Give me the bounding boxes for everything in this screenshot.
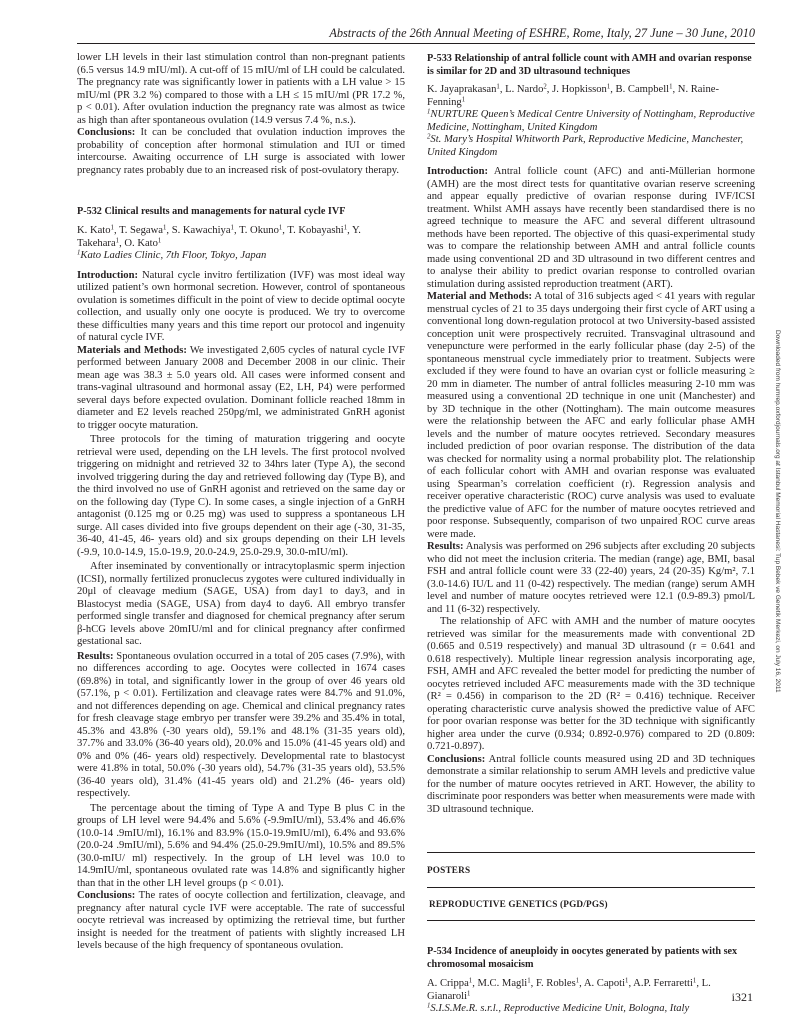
insemination-paragraph: After inseminated by conventionally or intracytoplasmic sperm injection (ICSI), normally fertilized pronuclecus zygotes were cultured individually in 20μl of cleavage medium (SAGE, USA) from day1 to day3, and in Blastocyst media (SAGE, USA) from day4 to day6. All embryo transfer performed single transfer and diagnosed for chemical pregnancy after serum β-hCG levels above 20mIU/ml and for clinical pregnancy after confirmed gestational sac.	[77, 561, 405, 647]
left-column	[77, 52, 405, 953]
author-affiliation-index: 1	[625, 977, 629, 985]
author-list-p533: K. Jayaprakasan$^1$, L. Nardo$^2$, J. Hopkisson$^1$, B. Campbell$^1$, N. Raine-Fenning$^1$	[427, 83, 719, 108]
author-affiliation-index: 1	[461, 96, 466, 103]
introduction-paragraph: Introduction: Natural cycle invitro fertilization (IVF) was most ideal way utilized patient’s own hormonal secretion. However, control of spontaneous ovulation is sometimes difficult in the point of view to decide optimal oocyte collection, and usually only one oocyte is produced. We try to overcome these difficulties many years and this time report our protocol and ingenuity of natural cycle IVF.	[77, 269, 405, 343]
results-paragraph-p533: Results: Analysis was performed on 296 subjects after excluding 20 subjects who did not meet the inclusion criteria. The median (range) age, BMI, basal FSH and antral follicle count were 33 (22-40) years, 24 (20-35) Kg/m², 7.1 (3.0-14.6) IU/L and 11 (0-42) respectively. The median (range) serum AMH level and number of mature oocytes retrieved were 12.1 (0.9-89.3) pmol/L and 11 (6-32) respectively.	[427, 541, 755, 615]
section-label-posters: POSTERS	[427, 865, 471, 875]
author-name: A.P. Ferraretti	[633, 978, 693, 989]
author-list-p534: A. Crippa$^1$, M.C. Magli$^1$, F. Robles$^1$, A. Capoti$^1$, A.P. Ferraretti$^1$, L. Gianaroli$^1$	[427, 977, 711, 1002]
author-affiliation-index: 1	[575, 977, 580, 985]
author-affiliation-index: 1	[669, 83, 673, 91]
author-affiliation-index: 1	[692, 977, 697, 985]
protocols-paragraph: Three protocols for the timing of maturation triggering and oocyte retrieval were used, depending on the LH levels. The first protocol nvolved triggering on midnight and retrieved 32 to 34hrs later (Type A), the second involved triggering during the day and retrieved following day (Type B), and the third involved no use of GnRH agonist and retrieved on the same day or on the following day (Type C). In some cases, a single injection of a GnRH antagonist (0.125 mg or 0.25 mg) was used to suppress a spontaneous LH surge. All cases divided into five groups dependent on their age (-30, 31-35, 36-40, 41-45, 46- years old) and six groups depending on their LH levels (-9.9, 10.0-14.9, 15.0-19.9, 20.0-24.9, 25.0-29.9, 30.0-mIU/ml).	[77, 434, 405, 558]
author-name: L. Nardo	[505, 84, 544, 95]
relationship-paragraph: The relationship of AFC with AMH and the number of mature oocytes retrieved was similar for the measurements made with conventional 2D (0.665 and 0.519 respectively) and manual 3D ultrasound (r = 0.641 and 0.618 respectively). Multiple linear regression analysis incorporating age, FSH, AMH and AFC revealed the better model for predicting the number of oocytes retrieved included AFC measurements made with the 3D technique (R² = 0.456) in comparison to the 2D (R² = 0.416) technique. Receiver operating characteristic curve analysis showed the predictive value of AFC for poor ovarian response was better for the 3D technique with significantly higher area under the curve (0.934; 0.892-0.976) compared to 2D (0.809: 0.721-0.897).	[427, 616, 755, 752]
author-name: Y. Takehara	[77, 225, 361, 249]
methods-paragraph-p533: Material and Methods: A total of 316 subjects aged < 41 years with regular menstrual cycles of 21 to 35 days undergoing their first cycle of ART using a conventional long down-regulation protocol at two University-based assisted conception unit were prospectively recruited. Transvaginal ultrasound and venepuncture were performed in the early follicular phase (day 2-5) of the spontaneous menstrual cycle immediately prior to treatment. Subjects were excluded if they were found to have an ovarian cyst or follicle measuring ≥ 20 mm in diameter. The number of antral follicles measuring 2-10 mm was measured using a conventional 2D technique in one unit (Manchester) and by 3D technique in the other (Nottingham). The main outcome measures were the relationship between the AFC and early follicular phase AMH levels and the number of mature oocytes retrieved. Secondary measures included prediction of poor ovarian response. The distribution of the data was checked for normality using a normal probability plot. The relationship of each follicular cohort with AMH and ovarian response was evaluated using Spearman’s correlation coefficient (r). Regression analysis and receiver operative characteristic (ROC) curve analysis was used to evaluate the predictive value of AFC for the number of mature oocytes retrieved and poor response. Subsequently, comparison of two unpaired ROC curve areas were made.	[427, 291, 755, 540]
author-affiliation-index: 1	[467, 990, 471, 997]
abstract-title-p532: P-532 Clinical results and managements for natural cycle IVF	[77, 206, 346, 217]
abstract-title-p533: P-533 Relationship of antral follicle count with AMH and ovarian response is similar for 2D and 3D ultrasound techniques	[427, 53, 752, 77]
author-name: A. Capoti	[583, 978, 626, 989]
author-name: K. Jayaprakasan	[427, 84, 497, 95]
author-affiliation-index: 2	[543, 83, 547, 91]
author-name: K. Kato	[77, 225, 111, 236]
affiliation-p533-2: $^2$St. Mary’s Hospital Whitworth Park, Reproductive Medicine, Manchester, United Kingdom	[427, 133, 744, 158]
author-affiliation-index: 1	[468, 977, 473, 985]
author-name: L. Gianaroli	[427, 978, 711, 1002]
section-rule-middle	[427, 887, 755, 888]
author-name: T. Kobayashi	[287, 225, 344, 236]
author-affiliation-index: 1	[115, 237, 120, 244]
download-watermark: Downloaded from humrep.oxfordjournals.org at Istanbul Memorial Hastanesi: Tup Bebek ve Genetik Merkezi, on July 16, 2011	[774, 330, 781, 693]
conclusions-label: Conclusions:	[77, 127, 136, 138]
author-affiliation-index: 1	[157, 237, 162, 244]
conclusions-text: It can be concluded that ovulation induction improves the probability of conception after hormonal stimulation and IUI or timed intercourse. Awaiting occurrence of LH surge is associated with lower pregnancy rates probably due to an increased risk of post-ovulatory therapy.	[77, 127, 405, 176]
author-affiliation-index: 1	[163, 224, 167, 232]
author-affiliation-index: 1	[343, 224, 348, 232]
author-affiliation-index: 1	[278, 224, 283, 232]
author-affiliation-index: 1	[606, 83, 611, 91]
author-name: T. Okuno	[239, 225, 279, 236]
affiliation-p532: $^1$Kato Ladies Clinic, 7th Floor, Tokyo, Japan	[77, 249, 267, 261]
author-name: S. Kawachiya	[171, 225, 231, 236]
author-name: O. Kato	[124, 237, 158, 249]
author-name: N. Raine-Fenning	[427, 84, 719, 108]
author-name: T. Segawa	[119, 225, 163, 236]
author-name: M.C. Magli	[477, 978, 528, 989]
conclusions-paragraph	[77, 127, 405, 177]
affiliation-p533-1: $^1$NURTURE Queen’s Medical Centre University of Nottingham, Reproductive Medicine, Nottingham, United Kingdom	[427, 108, 755, 133]
affiliation-p534: $^1$S.I.S.Me.R. s.r.l., Reproductive Medicine Unit, Bologna, Italy	[427, 1002, 690, 1014]
header-rule	[77, 43, 755, 44]
page-number: i321	[731, 990, 753, 1004]
author-affiliation-index: 1	[110, 224, 114, 232]
running-header: Abstracts of the 26th Annual Meeting of ESHRE, Rome, Italy, 27 June – 30 June, 2010	[329, 26, 755, 40]
section-rule-bottom	[427, 920, 755, 921]
conclusions-paragraph-p532: Conclusions: The rates of oocyte collection and fertilization, cleavage, and pregnancy after natural cycle IVF were acceptable. The rate of successful oocyte retrieval was increased by optimizing the retrieval time, but further insight is needed for the treatment of patients with slightly increased LH levels because of the high frequency of spontaneous ovulation.	[77, 890, 405, 951]
section-rule-top	[427, 852, 755, 853]
results-paragraph: Results: Spontaneous ovulation occurred in a total of 205 cases (7.9%), with no differences according to age. Oocytes were collected in 1674 cases (69.8%) in total, and significantly lower in the group of over 46 years old (57.1%, p < 0.01). Fertilization and cleavage rates were 84.7% and 91.0%, and not differences depending on age. Chemical and clinical pregnancy rates for fresh cleavage stage embryo per transfer were 39.2% and 35.4% in total, 45.3% and 43.8% (-30 years old), 59.1% and 48.1% (31-35 years old), 37.7% and 33.0% (36-40 years old), 20.0% and 15.0% (41-45 years old) and 0% and 0% (46- years old) respectively. Developmental rate to blastocyst were 41.8% in total, 50.0% (-30 years old), 54.7% (31-35 years old), 53.5% (36-40 years old), 31.4% (41-45 years old) and 21.2% (46- years old) respectively.	[77, 650, 405, 799]
author-name: B. Campbell	[615, 84, 670, 95]
section-label-genetics: REPRODUCTIVE GENETICS (PGD/PGS)	[429, 898, 608, 909]
author-list-p532: K. Kato$^1$, T. Segawa$^1$, S. Kawachiya$^1$, T. Okuno$^1$, T. Kobayashi$^1$, Y. Takehara$^1$, O. Kato$^1$	[77, 224, 361, 249]
author-affiliation-index: 1	[496, 83, 500, 91]
author-name: J. Hopkisson	[552, 84, 607, 95]
author-affiliation-index: 1	[527, 977, 531, 985]
author-name: A. Crippa	[427, 978, 469, 989]
right-column	[427, 52, 755, 1016]
timing-percentage-paragraph: The percentage about the timing of Type A and Type B plus C in the groups of LH level were 94.4% and 5.6% (-9.9mIU/ml), 53.4% and 46.6% (10.0-14 .9mIU/ml), 16.1% and 83.9% (15.0-19.9mIU/ml), 6.4% and 93.6% (20.0-24 .9mIU/ml), 5.6% and 94.4% (25.0-29.9mIU/ml), 10.5% and 89.5% (30.0-mIU/ ml) respectively. In the group of LH level was 10.0 to 14.9mIU/ml, spontaneous ovulated rate was 14.8% and significantly higher than that in the other LH level groups (p < 0.01).	[77, 802, 405, 889]
abstract-title-p534: P-534 Incidence of aneuploidy in oocytes generated by patients with sex chromosomal mosaicism	[427, 946, 738, 970]
methods-paragraph: Materials and Methods: We investigated 2,605 cycles of natural cycle IVF performed between January 2008 and December 2008 in our clinic. Their mean age was 38.3 ± 5.0 years old. All cases were informed consent and trans-vaginal ultrasound and hormonal assay (E2, LH, P4) were performed several days before expected ovulation. Dominant follicle reached 18mm in diameter and E2 levels reached 250pg/ml, we administrated GnRH agonist to trigger oocyte maturation.	[77, 344, 406, 431]
conclusions-paragraph-p533: Conclusions: Antral follicle counts measured using 2D and 3D techniques demonstrate a similar relationship to serum AMH levels and predictive value for the number of mature oocytes retrieved in ART. However, the ability to discriminate poor responders was better when measurements were made with 3D ultrasound technique.	[427, 753, 756, 815]
continuation-paragraph: lower LH levels in their last stimulation control than non-pregnant patients (6.5 versus 14.9 mIU/ml). A cut-off of 15 mIU/ml of LH could be calculated. The pregnancy rate was significantly lower in patients with a LH value > 15 mIU/ml (PR 3.2 %) compared to those with a LH ≤ 15 mIU/ml (PR 17.2 %, p < 0.01). After ovulation induction the pregnancy rate was almost as twice as high than after spontaneous ovulation (14.9 versus 7.4 %, n.s.).	[77, 52, 405, 126]
author-affiliation-index: 1	[230, 224, 234, 232]
introduction-paragraph-p533: Introduction: Antral follicle count (AFC) and anti-Müllerian hormone (AMH) are the most direct tests for quantitative ovarian reserve screening and appear equally predictive of ovarian response during IVF/ICSI treatment. Whilst AMH assays have recently been standardised there is no agreed technique to measure the AFC and several different ultrasound methods have been reported. The objective of this quasi-experimental study was to compare the relationship between AMH and antral follicle counts made using conventional 2D and 3D ultrasound in two different centres and to analyse their ability to predict ovarian response to controlled ovarian stimulation during assisted reproduction treatment (ART).	[427, 166, 755, 290]
author-name: F. Robles	[535, 978, 576, 989]
